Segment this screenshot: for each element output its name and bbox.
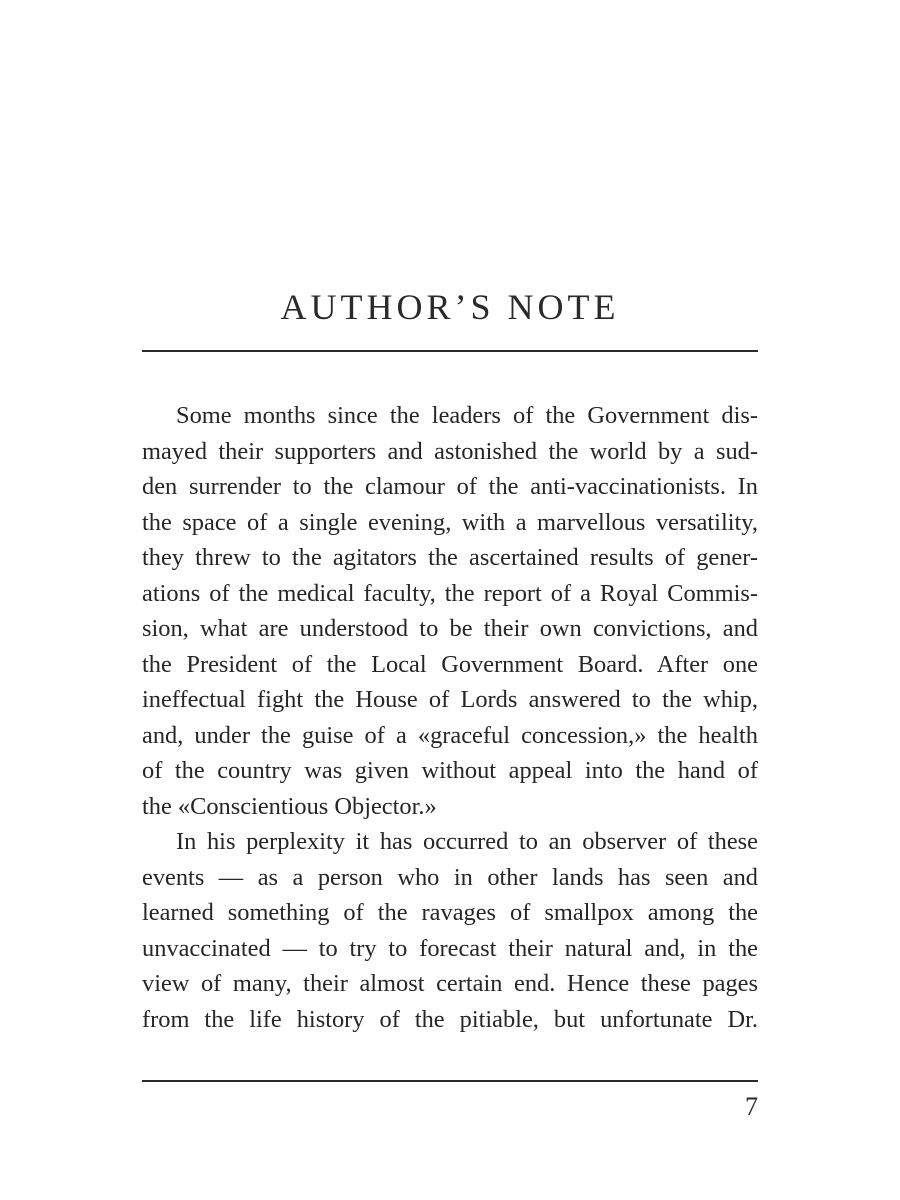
text-line: of the country was given without appeal into the hand of	[142, 757, 758, 784]
text-line: learned something of the ravages of smallpox among the	[142, 899, 758, 926]
text-line: mayed their supporters and astonished the world by a sud-	[142, 437, 758, 465]
text-line: sion, what are understood to be their own convictions, and	[142, 615, 758, 642]
body-text	[142, 398, 758, 1037]
text-line: ineffectual fight the House of Lords answered to the whip,	[142, 686, 758, 713]
text-line: view of many, their almost certain end. Hence these pages	[142, 970, 758, 997]
text-line: the space of a single evening, with a marvellous versatility,	[142, 508, 758, 536]
text-line: unvaccinated — to try to forecast their natural and, in the	[142, 934, 758, 962]
text-line: den surrender to the clamour of the anti-vaccinationists. In	[142, 473, 758, 500]
text-line: and, under the guise of a «graceful concession,» the health	[142, 721, 758, 749]
text-line: ations of the medical faculty, the report of a Royal Commis-	[142, 579, 758, 607]
top-divider	[142, 350, 758, 352]
paragraph-2	[142, 824, 758, 1037]
text-line: In his perplexity it has occurred to an observer of these	[176, 828, 758, 855]
bottom-divider	[142, 1080, 758, 1082]
page-title: AUTHOR’S NOTE	[280, 287, 620, 328]
text-line: Some months since the leaders of the Government dis-	[176, 402, 758, 429]
page-number: 7	[745, 1092, 758, 1121]
text-line: the «Conscientious Objector.»	[142, 792, 437, 820]
text-line: from the life history of the pitiable, but unfortunate Dr.	[142, 1005, 758, 1033]
text-line: they threw to the agitators the ascertained results of gener-	[142, 544, 758, 571]
paragraph-1	[142, 398, 758, 824]
text-line: the President of the Local Government Board. After one	[142, 650, 758, 678]
text-line: events — as a person who in other lands has seen and	[142, 863, 758, 891]
